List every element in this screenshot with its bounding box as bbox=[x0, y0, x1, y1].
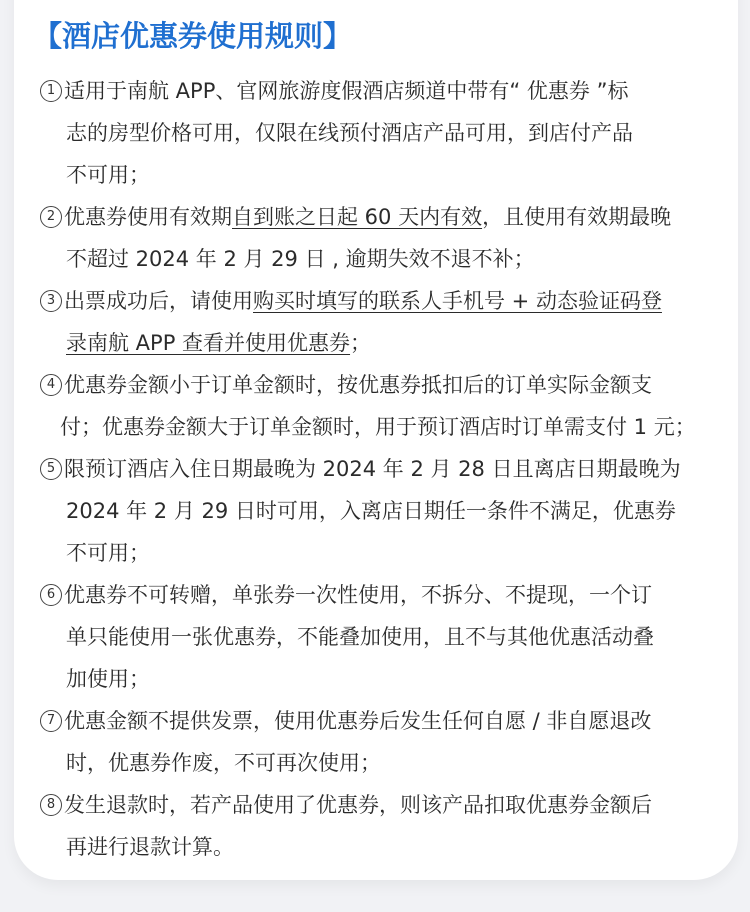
rule-text-line: 志的房型价格可用，仅限在线预付酒店产品可用，到店付产品 bbox=[66, 121, 633, 145]
rule-text-line: 单只能使用一张优惠券，不能叠加使用，且不与其他优惠活动叠 bbox=[66, 625, 654, 649]
rule-text-line bbox=[40, 280, 740, 322]
rule-text: ，且使用有效期最晚 bbox=[482, 205, 672, 229]
title-bracket-close: 】 bbox=[323, 19, 353, 53]
rule-text-line: 优惠券金额小于订单金额时，按优惠券抵扣后的订单实际金额支 bbox=[64, 373, 652, 397]
rule-text-line bbox=[40, 196, 740, 238]
rule-item-4 bbox=[40, 364, 740, 448]
title-bracket-open: 【 bbox=[33, 19, 63, 53]
rule-item-1 bbox=[40, 70, 740, 196]
rules-list bbox=[40, 70, 740, 868]
rule-text-line: 付；优惠券金额大于订单金额时，用于预订酒店时订单需支付 1 元； bbox=[60, 415, 696, 439]
rule-text-line: 适用于南航 APP、官网旅游度假酒店频道中带有“ 优惠券 ”标 bbox=[64, 79, 629, 103]
rule-item-3 bbox=[40, 280, 740, 364]
rule-number-badge: 7 bbox=[40, 710, 62, 732]
rule-underlined-text: 录南航 APP 查看并使用优惠券 bbox=[66, 331, 351, 355]
rule-text-line: 优惠金额不提供发票，使用优惠券后发生任何自愿 / 非自愿退改 bbox=[64, 709, 652, 733]
rule-item-6 bbox=[40, 574, 740, 700]
rule-number-badge: 4 bbox=[40, 374, 62, 396]
rule-underlined-text: 自到账之日起 60 天内有效 bbox=[232, 205, 483, 229]
rule-item-7 bbox=[40, 700, 740, 784]
rule-text: 出票成功后，请使用 bbox=[64, 289, 253, 313]
rule-text-line: 时，优惠券作废，不可再次使用； bbox=[66, 751, 381, 775]
rule-text-line: 2024 年 2 月 29 日时可用，入离店日期任一条件不满足，优惠券 bbox=[66, 499, 676, 523]
rule-text-line: 不超过 2024 年 2 月 29 日 , 逾期失效不退不补； bbox=[66, 247, 535, 271]
rule-number-badge: 2 bbox=[40, 206, 62, 228]
rule-number-badge: 6 bbox=[40, 584, 62, 606]
title-text: 酒店优惠券使用规则 bbox=[62, 19, 324, 53]
rule-underlined-text: 购买时填写的联系人手机号 + 动态验证码登 bbox=[253, 289, 662, 313]
rule-text: 优惠券使用有效期 bbox=[64, 205, 232, 229]
rule-text-line bbox=[40, 322, 740, 364]
rule-text-line: 不可用； bbox=[66, 163, 150, 187]
rule-text-line: 不可用； bbox=[66, 541, 150, 565]
rule-number-badge: 1 bbox=[40, 80, 62, 102]
rule-text-line: 优惠券不可转赠，单张券一次性使用，不拆分、不提现，一个订 bbox=[64, 583, 652, 607]
rule-text-line: 发生退款时，若产品使用了优惠券，则该产品扣取优惠券金额后 bbox=[64, 793, 652, 817]
page-title bbox=[33, 14, 352, 58]
rule-item-8 bbox=[40, 784, 740, 868]
rule-item-5 bbox=[40, 448, 740, 574]
rule-text-line: 加使用； bbox=[66, 667, 150, 691]
rule-number-badge: 8 bbox=[40, 794, 62, 816]
rule-number-badge: 3 bbox=[40, 290, 62, 312]
rule-item-2 bbox=[40, 196, 740, 280]
rule-text-line: 限预订酒店入住日期最晚为 2024 年 2 月 28 日且离店日期最晚为 bbox=[64, 457, 681, 481]
rule-number-badge: 5 bbox=[40, 458, 62, 480]
rule-text-line: 再进行退款计算。 bbox=[66, 835, 234, 859]
rule-text: ； bbox=[350, 331, 372, 355]
